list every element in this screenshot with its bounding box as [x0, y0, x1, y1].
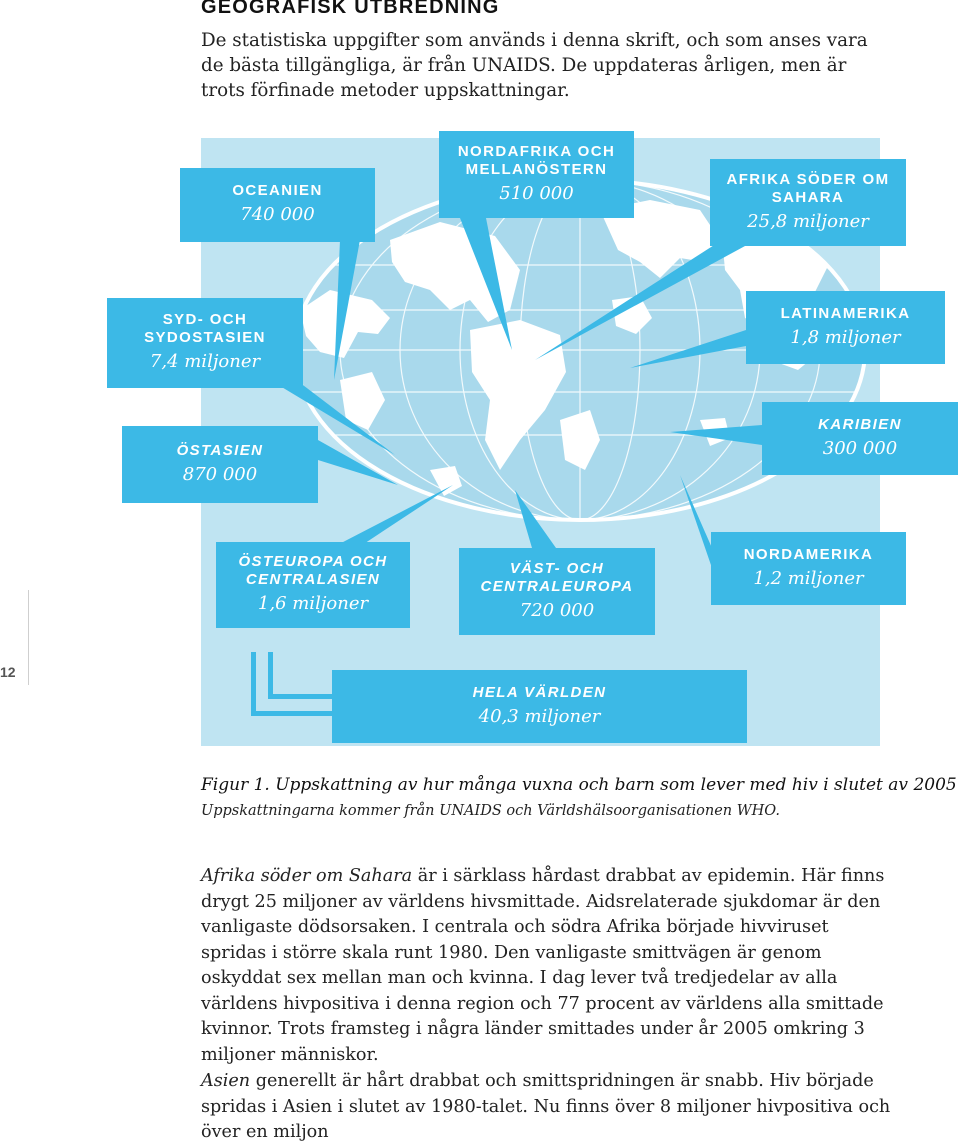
region-box-ostasien: [122, 426, 318, 503]
body-paragraph-afrika: [201, 864, 891, 1068]
region-box-nordafrika: [439, 131, 634, 218]
region-box-latinamerika: [746, 291, 945, 364]
region-value: 1,8 miljoner: [790, 326, 901, 348]
region-value: 510 000: [499, 182, 574, 204]
region-name: KARIBIEN: [818, 415, 902, 433]
region-value: 740 000: [240, 204, 315, 225]
region-name: LATINAMERIKA: [780, 304, 911, 322]
region-name: AFRIKA SÖDER OM SAHARA: [726, 170, 890, 206]
region-value: 1,6 miljoner: [257, 593, 369, 614]
region-name: HELA VÄRLDEN: [472, 683, 607, 701]
paragraph-lead: Afrika söder om Sahara: [201, 866, 413, 886]
region-value: 25,8 miljoner: [747, 210, 869, 232]
paragraph-text: generellt är hårt drabbat och smittspridningen är snabb. Hiv började spridas i Asien i slutet av 1980-talet. Nu finns över 8 miljoner hivpositiva och över en miljon: [201, 1071, 891, 1142]
region-value: 1,2 miljoner: [753, 567, 864, 589]
region-value: 300 000: [822, 437, 898, 459]
region-value: 720 000: [519, 599, 595, 621]
figure-caption-title: Figur 1. Uppskattning av hur många vuxna och barn som lever med hiv i slutet av 2005: [201, 775, 957, 795]
section-heading: GEOGRAFISK UTBREDNING: [201, 0, 500, 18]
page-number: 12: [0, 664, 16, 680]
region-box-oceanien: [180, 168, 375, 242]
region-name: SYD- OCH SYDOSTASIEN: [144, 311, 266, 346]
region-box-sydostasien: [107, 298, 303, 388]
paragraph-text: är i särklass hårdast drabbat av epidemin. Här finns drygt 25 miljoner av världens hivsmittade. Aidsrelaterade sjukdomar är den vanligaste dödsorsaken. I centrala och södra Afrika började hivviruset spridas i större skala runt 1980. Den vanligaste smittvägen är genom oskyddat sex mellan man och kvinna. I dag lever två tredjedelar av alla världens hivpositiva i denna region och 77 procent av världens alla smittade kvinnor. Trots framsteg i några länder smittades under år 2005 omkring 3 miljoner människor.: [201, 866, 885, 1065]
region-name: ÖSTASIEN: [176, 441, 264, 459]
region-name: OCEANIEN: [232, 182, 323, 199]
figure-caption-subtitle: Uppskattningarna kommer från UNAIDS och Världshälsoorganisationen WHO.: [201, 803, 780, 819]
region-box-osteuropa: [216, 542, 410, 628]
paragraph-lead: Asien: [201, 1071, 251, 1091]
body-paragraph-asien: [201, 1069, 891, 1146]
region-box-vasteuropa: [459, 548, 655, 635]
region-name: VÄST- OCH CENTRALEUROPA: [480, 559, 634, 595]
region-value: 7,4 miljoner: [149, 351, 261, 372]
region-value: 870 000: [182, 463, 258, 485]
region-box-afrika: [710, 159, 906, 246]
region-value: 40,3 miljoner: [478, 705, 601, 727]
region-name: ÖSTEUROPA OCH CENTRALASIEN: [238, 553, 388, 588]
region-box-karibien: [762, 402, 958, 475]
region-box-hela-varlden: [332, 670, 747, 743]
intro-paragraph: De statistiska uppgifter som används i denna skrift, och som anses vara de bästa tillgängliga, är från UNAIDS. De uppdateras årligen, men är trots förfinade metoder uppskattningar.: [201, 30, 868, 101]
region-name: NORDAFRIKA OCH MELLANÖSTERN: [457, 142, 616, 178]
region-name: NORDAMERIKA: [743, 545, 874, 563]
world-total-connector: [262, 652, 332, 705]
region-box-nordamerika: [711, 532, 906, 605]
